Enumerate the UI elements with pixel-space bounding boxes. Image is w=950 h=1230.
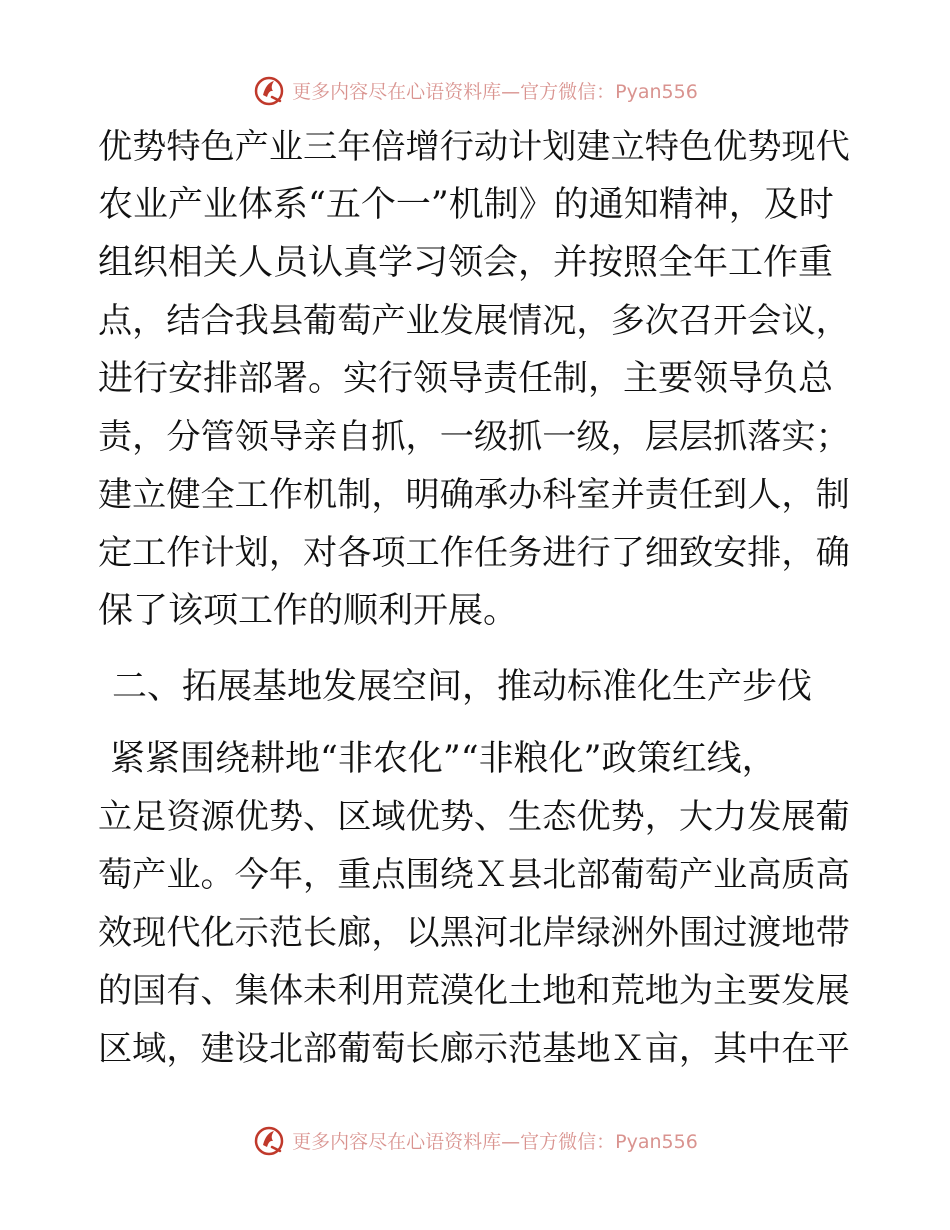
paragraph-line: 优势特色产业三年倍增行动计划建立特色优势现代 xyxy=(98,127,850,167)
watermark-banner-top xyxy=(0,70,950,110)
paragraph-line: 保了该项工作的顺利开展。 xyxy=(98,591,519,631)
paragraph-line: 定工作计划，对各项工作任务进行了细致安排，确 xyxy=(98,533,850,573)
watermark-text: 更多内容尽在心语资料库—官方微信：Pyan556 xyxy=(292,1130,698,1153)
paragraph-line: 建立健全工作机制，明确承办科室并责任到人，制 xyxy=(98,475,850,515)
flame-circle-logo-icon xyxy=(252,1123,286,1157)
watermark-text: 更多内容尽在心语资料库—官方微信：Pyan556 xyxy=(292,80,698,103)
paragraph-line: 责，分管领导亲自抓，一级抓一级，层层抓落实； xyxy=(98,417,850,457)
paragraph-line: 立足资源优势、区域优势、生态优势，大力发展葡 xyxy=(98,797,850,837)
paragraph-line: 区域，建设北部葡萄长廊示范基地Ｘ亩，其中在平 xyxy=(98,1029,850,1069)
paragraph-line: 效现代化示范长廊，以黑河北岸绿洲外围过渡地带 xyxy=(98,913,850,953)
flame-circle-logo-icon xyxy=(252,73,286,107)
paragraph-line: 进行安排部署。实行领导责任制，主要领导负总 xyxy=(98,359,834,399)
paragraph-line: 的国有、集体未利用荒漠化土地和荒地为主要发展 xyxy=(98,971,850,1011)
watermark-banner-bottom xyxy=(0,1120,950,1160)
paragraph-line: 点，结合我县葡萄产业发展情况，多次召开会议， xyxy=(98,301,850,341)
paragraph-line: 萄产业。今年，重点围绕Ｘ县北部葡萄产业高质高 xyxy=(98,855,850,895)
paragraph-line: 农业产业体系“五个一”机制》的通知精神，及时 xyxy=(98,185,834,225)
paragraph-line: 紧紧围绕耕地“非农化”“非粮化”政策红线， xyxy=(110,739,777,779)
section-heading: 二、拓展基地发展空间，推动标准化生产步伐 xyxy=(112,667,813,707)
paragraph-line: 组织相关人员认真学习领会，并按照全年工作重 xyxy=(98,243,834,283)
